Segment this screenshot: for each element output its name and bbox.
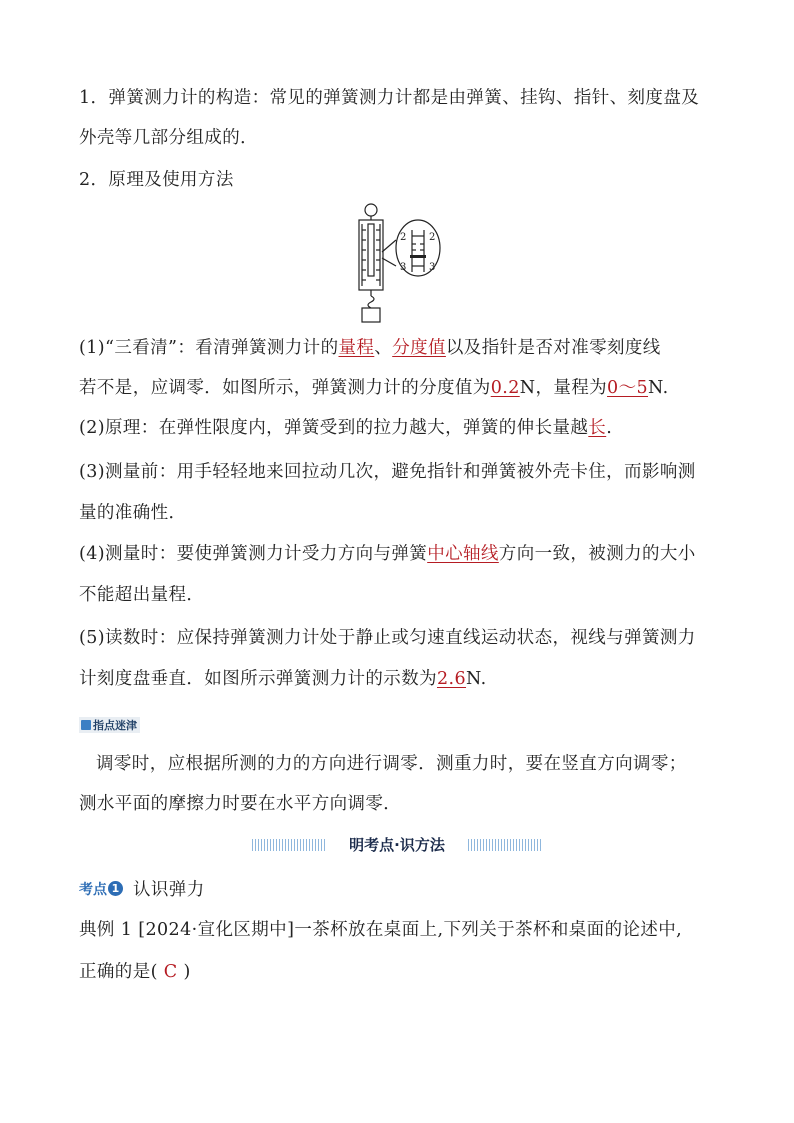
inset-label: 3 (400, 262, 407, 273)
banner-stripe-left (252, 839, 326, 851)
example-text-a: 正确的是( (79, 962, 164, 982)
item2-text-b: . (606, 418, 613, 438)
answer-division: 分度值 (392, 338, 446, 358)
answer-range-value: 0～5 (607, 378, 649, 398)
section1-line2: 外壳等几部分组成的． (79, 128, 258, 148)
kaodian-number: 1 (108, 881, 123, 896)
section2-heading: 2．原理及使用方法 (79, 170, 234, 190)
section1-line1: 1．弹簧测力计的构造：常见的弹簧测力计都是由弹簧、挂钩、指针、刻度盘及 (79, 88, 700, 108)
item1-line1 (79, 336, 661, 360)
tip-line1: 调零时，应根据所测的力的方向进行调零．测重力时，要在竖直方向调零； (96, 754, 687, 774)
inset-label: 2 (400, 232, 407, 243)
answer-reading: 2.6 (437, 669, 467, 689)
item1-text-c: 以及指针是否对准零刻度线 (445, 338, 661, 358)
banner-stripe-right (468, 839, 542, 851)
item5-line1: (5)读数时：应保持弹簧测力计处于静止或匀速直线运动状态，视线与弹簧测力 (79, 628, 696, 648)
example-line2 (79, 960, 191, 984)
tip-line2: 测水平面的摩擦力时要在水平方向调零． (79, 794, 402, 814)
item1-line2-text-c: N. (648, 378, 669, 398)
item5-text-a: 计刻度盘垂直．如图所示弹簧测力计的示数为 (79, 669, 437, 689)
item4-text-a: (4)测量时：要使弹簧测力计受力方向与弹簧 (79, 544, 428, 564)
tip-badge (79, 717, 140, 733)
kaodian-heading (79, 876, 205, 901)
item5-text-b: N. (466, 669, 487, 689)
item1-line2-text-b: N，量程为 (519, 378, 608, 398)
item5-line2 (79, 667, 487, 691)
item4-line1 (79, 542, 696, 566)
item1-line2 (79, 376, 669, 400)
item4-line2: 不能超出量程． (79, 585, 205, 605)
inset-label: 3 (429, 262, 436, 273)
item1-text-a: (1)“三看清”：看清弹簧测力计的 (79, 338, 339, 358)
banner-title: 明考点·识方法 (349, 836, 445, 854)
tip-label: 指点迷津 (93, 719, 137, 732)
answer-longer: 长 (588, 418, 607, 438)
section-banner (252, 834, 542, 856)
item3-line2: 量的准确性． (79, 503, 187, 523)
answer-range: 量程 (338, 338, 375, 358)
item2-text-a: (2)原理：在弹性限度内，弹簧受到的拉力越大，弹簧的伸长量越 (79, 418, 589, 438)
example-text-b: ) (177, 962, 191, 982)
tip-icon (81, 720, 91, 730)
kaodian-tag: 考点 (79, 881, 107, 898)
inset-label: 2 (429, 232, 436, 243)
item1-line2-text-a: 若不是，应调零．如图所示，弹簧测力计的分度值为 (79, 378, 491, 398)
item3-line1: (3)测量前：用手轻轻地来回拉动几次，避免指针和弹簧被外壳卡住，而影响测 (79, 462, 696, 482)
kaodian-title: 认识弹力 (133, 880, 205, 900)
example-answer: C (163, 962, 178, 982)
item4-text-b: 方向一致，被测力的大小 (498, 544, 696, 564)
example-line1: 典例 1 [2024·宣化区期中]一茶杯放在桌面上,下列关于茶杯和桌面的论述中, (79, 920, 683, 940)
spring-scale-figure (346, 200, 446, 324)
answer-axis: 中心轴线 (427, 544, 499, 564)
answer-division-value: 0.2 (490, 378, 520, 398)
item1-text-b: 、 (374, 338, 393, 358)
item2-line (79, 416, 612, 440)
